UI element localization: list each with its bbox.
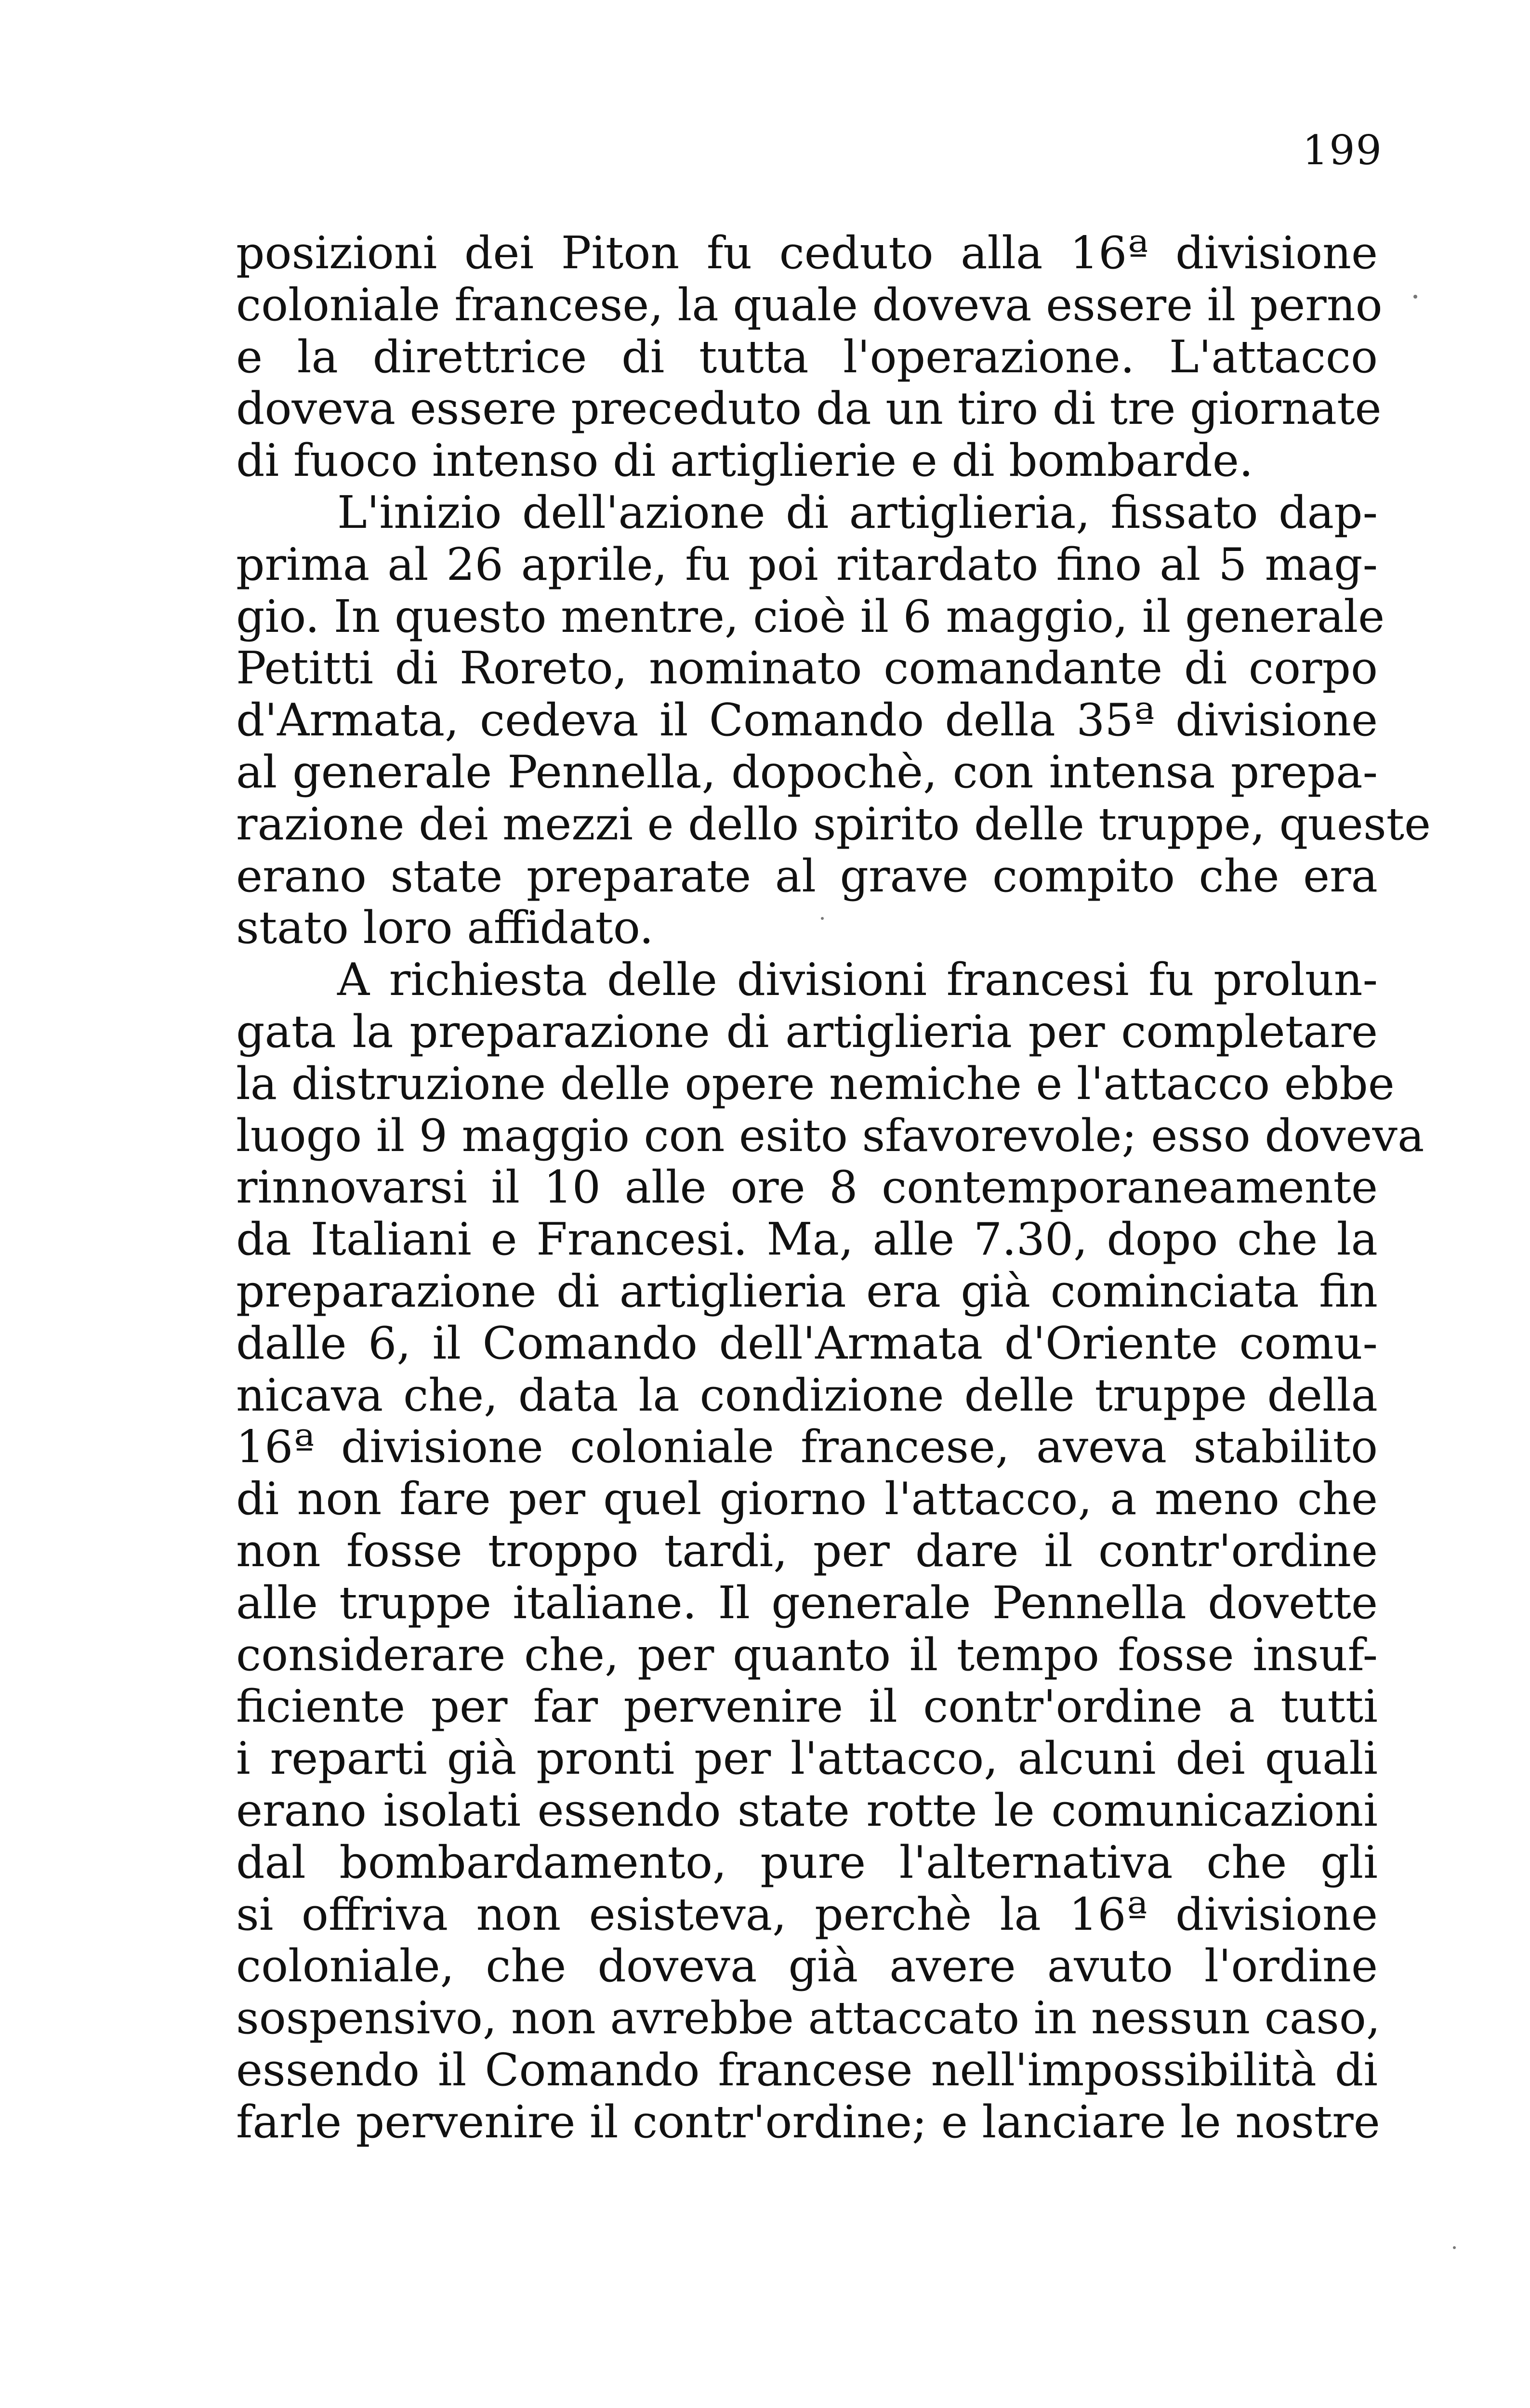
text-line: erano isolati essendo state rotte le comunicazioni xyxy=(236,1784,1378,1836)
text-line: sospensivo, non avrebbe attaccato in nessun caso, xyxy=(236,1992,1381,2044)
text-line: Petitti di Roreto, nominato comandante di corpo xyxy=(236,642,1378,694)
text-line: prima al 26 aprile, fu poi ritardato fino al 5 mag- xyxy=(236,538,1378,590)
text-line: di non fare per quel giorno l'attacco, a meno che xyxy=(236,1473,1378,1525)
text-line: luogo il 9 maggio con esito sfavorevole; esso doveva xyxy=(236,1109,1424,1162)
text-line: gio. In questo mentre, cioè il 6 maggio, il generale xyxy=(236,590,1385,642)
text-line: rinnovarsi il 10 alle ore 8 contemporaneamente xyxy=(236,1161,1378,1214)
text-line: essendo il Comando francese nell'impossibilità di xyxy=(236,2043,1378,2096)
text-line: da Italiani e Francesi. Ma, alle 7.30, dopo che la xyxy=(236,1213,1378,1266)
body-text xyxy=(236,227,1431,2148)
text-line: e la direttrice di tutta l'operazione. L'attacco xyxy=(236,330,1378,383)
text-line: A richiesta delle divisioni francesi fu prolun- xyxy=(337,954,1378,1006)
page-number: 199 xyxy=(1302,127,1383,174)
text-line: L'inizio dell'azione di artiglieria, fissato dap- xyxy=(337,486,1378,538)
text-line: gata la preparazione di artiglieria per completare xyxy=(236,1005,1378,1058)
text-line: d'Armata, cedeva il Comando della 35ª divisione xyxy=(236,694,1378,746)
text-line: i reparti già pronti per l'attacco, alcuni dei quali xyxy=(236,1732,1378,1785)
text-line: nicava che, data la condizione delle truppe della xyxy=(236,1369,1378,1421)
text-line: considerare che, per quanto il tempo fosse insuf- xyxy=(236,1628,1378,1681)
text-line: dal bombardamento, pure l'alternativa che gli xyxy=(236,1836,1378,1888)
text-line: ficiente per far pervenire il contr'ordine a tutti xyxy=(236,1680,1378,1733)
text-line: la distruzione delle opere nemiche e l'attacco ebbe xyxy=(236,1057,1395,1110)
text-line: razione dei mezzi e dello spirito delle truppe, queste xyxy=(236,798,1431,850)
text-line: non fosse troppo tardi, per dare il contr'ordine xyxy=(236,1524,1378,1577)
text-line: farle pervenire il contr'ordine; e lanciare le nostre xyxy=(236,2095,1380,2148)
text-line: alle truppe italiane. Il generale Pennella dovette xyxy=(236,1576,1378,1629)
text-line: dalle 6, il Comando dell'Armata d'Oriente comu- xyxy=(236,1317,1378,1369)
text-line: preparazione di artiglieria era già cominciata fin xyxy=(236,1265,1378,1317)
text-line: 16ª divisione coloniale francese, aveva stabilito xyxy=(236,1421,1378,1473)
text-line: posizioni dei Piton fu ceduto alla 16ª divisione xyxy=(236,227,1378,279)
text-line: coloniale, che doveva già avere avuto l'ordine xyxy=(236,1940,1378,1992)
text-line: stato loro affidato. xyxy=(236,902,654,954)
text-line: erano state preparate al grave compito che era xyxy=(236,850,1378,902)
text-line: coloniale francese, la quale doveva essere il perno xyxy=(236,278,1383,331)
text-line: si offriva non esisteva, perchè la 16ª divisione xyxy=(236,1888,1378,1940)
text-line: doveva essere preceduto da un tiro di tre giornate xyxy=(236,382,1382,435)
text-line: al generale Pennella, dopochè, con intensa prepa- xyxy=(236,746,1378,798)
scan-speck xyxy=(1453,2246,1456,2249)
scan-speck xyxy=(1413,295,1417,299)
scan-speck xyxy=(821,917,824,920)
text-line: di fuoco intenso di artiglierie e di bombarde. xyxy=(236,434,1253,487)
